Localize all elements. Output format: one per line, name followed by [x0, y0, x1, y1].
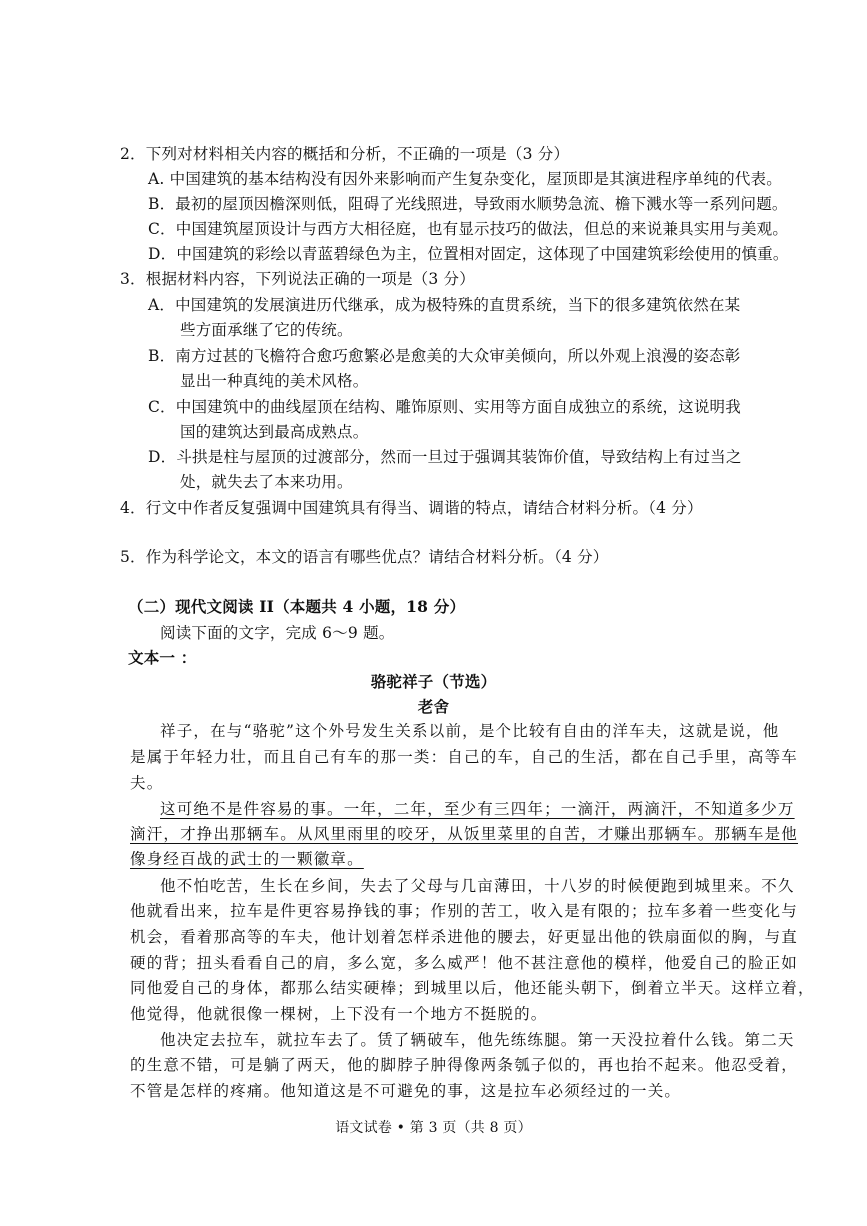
- q3-option-c-line2: 国的建筑达到最高成熟点。: [180, 423, 369, 441]
- section-instruction: 阅读下面的文字，完成 6～9 题。: [160, 624, 395, 642]
- p3-line6: 他觉得，他就很像一棵树，上下没有一个地方不挺脱的。: [130, 1005, 548, 1023]
- p4-line3: 不管是怎样的疼痛。他知道这是不可避免的事，这是拉车必须经过的一关。: [130, 1082, 682, 1100]
- q2-option-b: B．最初的屋顶因檐深则低，阻碍了光线照进，导致雨水顺势急流、檐下溅水等一系列问题。: [148, 195, 788, 213]
- q3-option-b-line1: B．南方过甚的飞檐符合愈巧愈繁必是愈美的大众审美倾向，所以外观上浪漫的姿态彰: [148, 347, 741, 365]
- page-footer: 语文试卷 • 第 3 页（共 8 页）: [335, 1120, 532, 1136]
- p1-line1: 祥子，在与“骆驼”这个外号发生关系以前，是个比较有自由的洋车夫，这就是说，他: [160, 722, 780, 740]
- text-label: 文本一 ：: [128, 648, 197, 667]
- passage-author: 老舍: [417, 697, 450, 716]
- q3-option-d-line2: 处，就失去了本来功用。: [180, 473, 353, 491]
- q3-option-a-line1: A．中国建筑的发展演进历代继承，成为极特殊的直贯系统，当下的很多建筑依然在某: [148, 296, 741, 314]
- q2-stem: 2．下列对材料相关内容的概括和分析，不正确的一项是（3 分）: [120, 145, 570, 163]
- p3-line1: 他不怕吃苦，生长在乡间，失去了父母与几亩薄田，十八岁的时候便跑到城里来。不久: [160, 877, 795, 895]
- p3-line2: 他就看出来，拉车是件更容易挣钱的事；作别的苦工，收入是有限的；拉车多着一些变化与: [130, 902, 799, 920]
- q3-stem: 3．根据材料内容，下列说法正确的一项是（3 分）: [120, 270, 475, 288]
- p1-line2: 是属于年轻力壮，而且自己有车的那一类：自己的车，自己的生活，都在自己手里，高等车: [130, 748, 799, 766]
- passage-title: 骆驼祥子（节选）: [370, 672, 497, 691]
- q2-option-c: C．中国建筑屋顶设计与西方大相径庭，也有显示技巧的做法，但总的来说兼具实用与美观。: [148, 220, 789, 238]
- p1-line3: 夫。: [130, 774, 164, 792]
- q3-option-c-line1: C．中国建筑中的曲线屋顶在结构、雕饰原则、实用等方面自成独立的系统，这说明我: [148, 398, 741, 416]
- p2-line1: 这可绝不是件容易的事。一年，二年，至少有三四年；一滴汗，两滴汗，不知道多少万: [160, 800, 795, 818]
- q3-option-b-line2: 显出一种真纯的美术风格。: [180, 372, 369, 390]
- q3-option-d-line1: D．斗拱是柱与屋顶的过渡部分，然而一旦过于强调其装饰价值，导致结构上有过当之: [148, 448, 742, 466]
- q2-option-d: D．中国建筑的彩绘以青蓝碧绿色为主，位置相对固定，这体现了中国建筑彩绘使用的慎重。: [148, 245, 789, 263]
- p4-line1: 他决定去拉车，就拉车去了。赁了辆破车，他先练练腿。第一天没拉着什么钱。第二天: [160, 1031, 795, 1049]
- section-heading: （二）现代文阅读 II（本题共 4 小题，18 分）: [128, 597, 466, 616]
- p2-line2: 滴汗，才挣出那辆车。从风里雨里的咬牙，从饭里菜里的自苦，才赚出那辆车。那辆车是他: [130, 825, 799, 843]
- q5-stem: 5．作为科学论文，本文的语言有哪些优点？请结合材料分析。（4 分）: [120, 548, 609, 566]
- p3-line5: 同他爱自己的身体，都那么结实硬棒；到城里以后，他还能头朝下，倒着立半天。这样立着，: [130, 979, 815, 997]
- p3-line3: 机会，看着那高等的车夫，他计划着怎样杀进他的腰去，好更显出他的铁扇面似的胸，与直: [130, 928, 799, 946]
- p2-line3: 像身经百战的武士的一颗徽章。: [130, 850, 364, 868]
- p3-line4: 硬的背；扭头看看自己的肩，多么宽，多么威严！他不甚注意他的模样，他爱自己的脸正如: [130, 954, 799, 972]
- p4-line2: 的生意不错，可是躺了两天，他的脚脖子肿得像两条瓠子似的，再也抬不起来。他忍受着，: [130, 1056, 799, 1074]
- q2-option-a: A. 中国建筑的基本结构没有因外来影响而产生复杂变化，屋顶即是其演进程序单纯的代表。: [148, 170, 782, 188]
- q4-stem: 4．行文中作者反复强调中国建筑具有得当、调谐的特点，请结合材料分析。（4 分）: [120, 499, 703, 517]
- q3-option-a-line2: 些方面承继了它的传统。: [180, 321, 353, 339]
